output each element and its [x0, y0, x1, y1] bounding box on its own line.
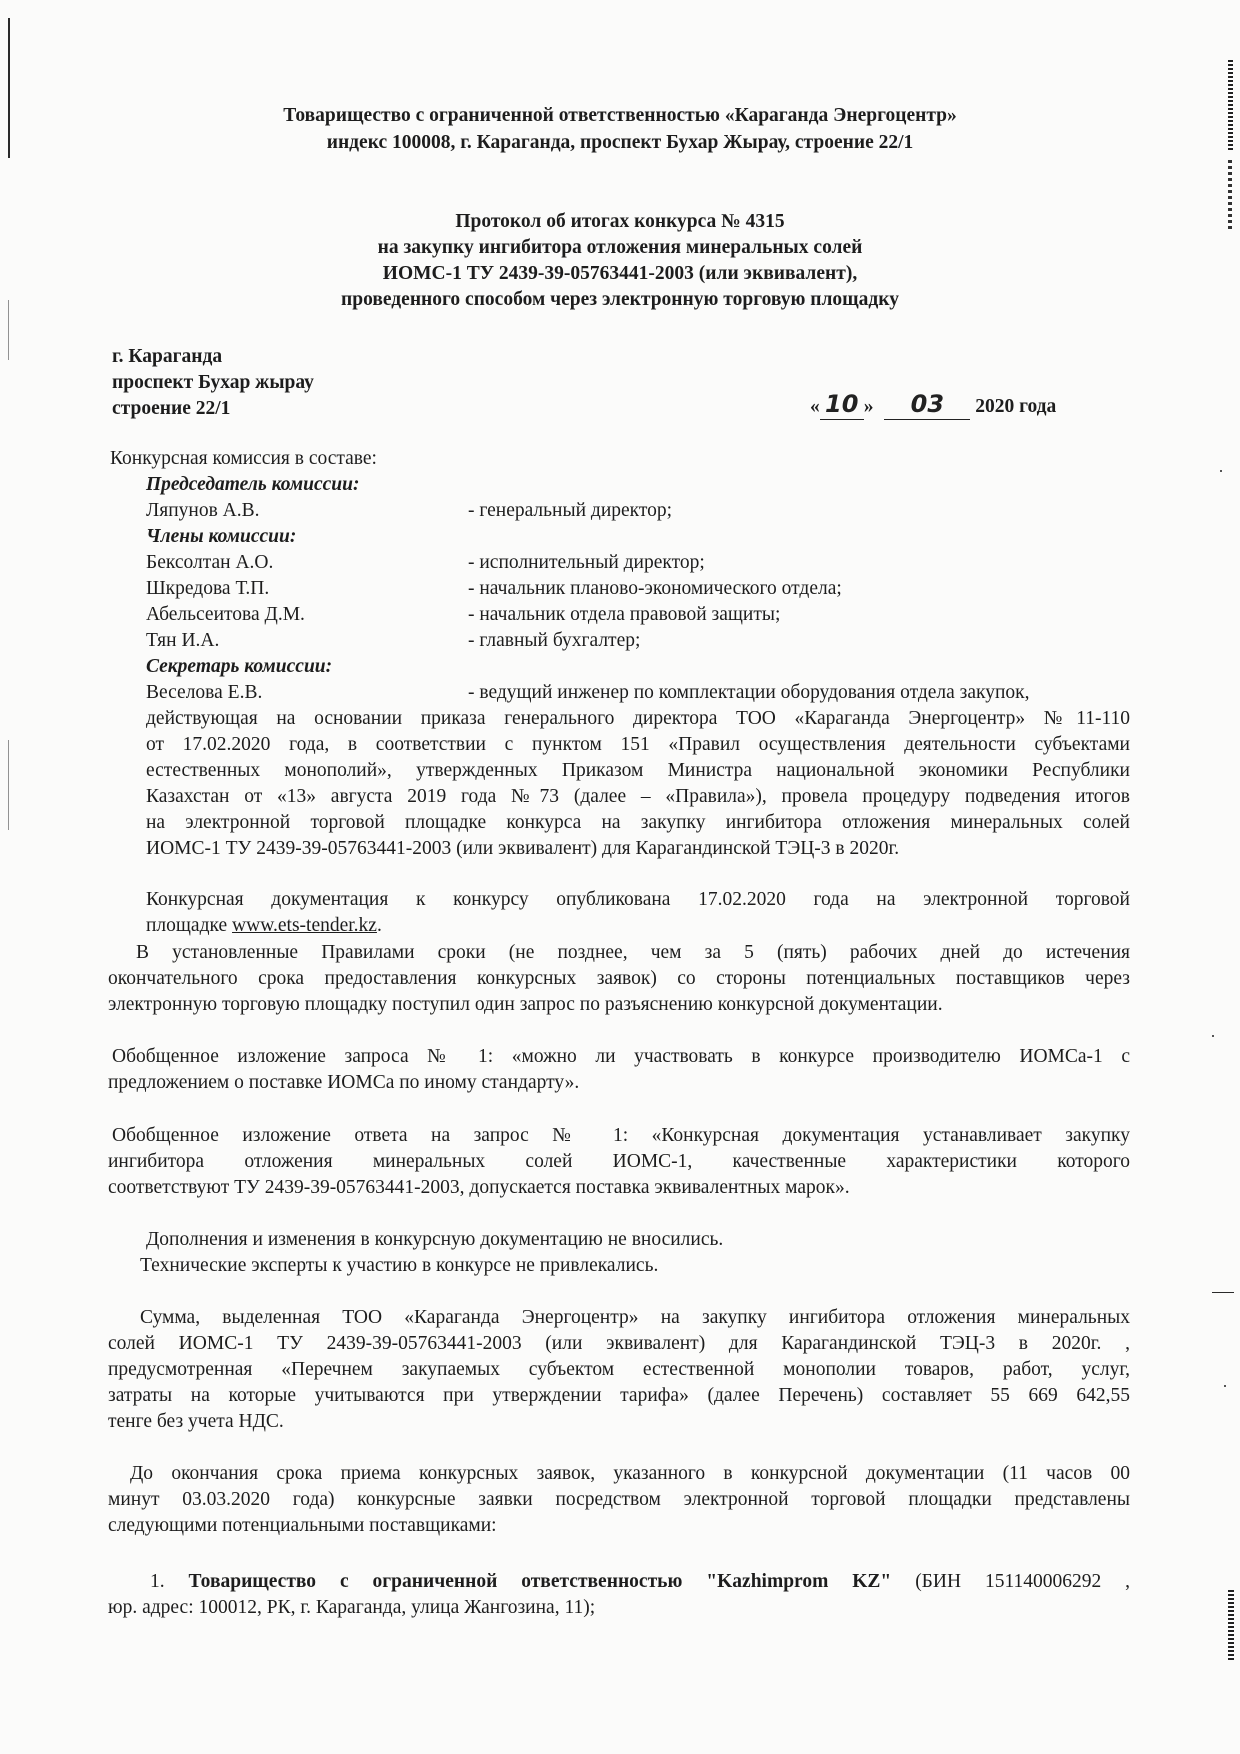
members-heading: Члены комиссии:: [146, 526, 297, 547]
member-name: Бексолтан А.О.: [146, 552, 274, 573]
protocol-title: Протокол об итогах конкурса № 4315: [455, 211, 785, 232]
member-name: Шкредова Т.П.: [146, 578, 270, 599]
para4-line: Обобщенное изложение запроса № 1: «можно ли участвовать в конкурсе производителю ИОМСа-1 с: [112, 1046, 1130, 1067]
para8-line: До окончания срока приема конкурсных заявок, указанного в конкурсной документации (11 часов 00: [130, 1463, 1130, 1484]
supplier-address: юр. адрес: 100012, РК, г. Караганда, улица Жангозина, 11);: [108, 1597, 596, 1618]
scan-edge-mark: [1212, 1292, 1234, 1293]
para7-line: Сумма, выделенная ТОО «Караганда Энергоцентр» на закупку ингибитора отложения минеральных: [140, 1307, 1130, 1328]
para4-line: предложением о поставке ИОМСа по иному стандарту».: [108, 1072, 580, 1093]
para7-line: затраты на которые учитываются при утверждении тарифа» (далее Перечень) составляет 55 669 642,55: [108, 1385, 1130, 1406]
date-close-quote: »: [863, 396, 874, 417]
member-role: - исполнительный директор;: [468, 552, 705, 573]
para1-line: на электронной торговой площадке конкурса на закупку ингибитора отложения минеральных солей: [146, 812, 1130, 833]
scan-speck: [1212, 1035, 1214, 1037]
para8-line: следующими потенциальными поставщиками:: [108, 1515, 497, 1536]
para5-line: соответствуют ТУ 2439-39-05763441-2003, допускается поставка эквивалентных марок».: [108, 1177, 850, 1198]
ets-tender-link[interactable]: www.ets-tender.kz: [232, 915, 377, 936]
protocol-spec: ИОМС-1 ТУ 2439-39-05763441-2003 (или эквивалент),: [382, 263, 858, 284]
para3-line: окончательного срока предоставления конкурсных заявок) со стороны потенциальных поставщиков через: [108, 968, 1130, 989]
header-org-address: индекс 100008, г. Караганда, проспект Бухар Жырау, строение 22/1: [326, 132, 914, 153]
secretary-heading: Секретарь комиссии:: [146, 656, 333, 677]
para3-line: В установленные Правилами сроки (не позднее, чем за 5 (пять) рабочих дней до истечения: [136, 942, 1130, 963]
para7-line: предусмотренная «Перечнем закупаемых субъектом естественной монополии товаров, работ, услуг,: [108, 1359, 1130, 1380]
scan-edge-mark: [8, 740, 9, 830]
chair-name: Ляпунов А.В.: [146, 500, 260, 521]
date-day: 10: [825, 390, 859, 418]
supplier-bin: (БИН 151140006292 ,: [915, 1571, 1131, 1592]
para6-line: Технические эксперты к участию в конкурсе не привлекались.: [140, 1255, 659, 1276]
secretary-role: - ведущий инженер по комплектации оборудования отдела закупок,: [468, 682, 1030, 703]
place-city: г. Караганда: [112, 346, 223, 367]
para1-line: Казахстан от «13» августа 2019 года №73 (далее – «Правила»), провела процедуру подведения итогов: [146, 786, 1130, 807]
supplier-name: "Kazhimprom KZ": [706, 1571, 892, 1592]
protocol-date: [810, 392, 1056, 420]
place-street: проспект Бухар жырау: [112, 372, 314, 393]
supplier-number: 1.: [150, 1571, 165, 1592]
para6-line: Дополнения и изменения в конкурсную документацию не вносились.: [146, 1229, 724, 1250]
para7-line: солей ИОМС-1 ТУ 2439-39-05763441-2003 (или эквивалент) для Карагандинской ТЭЦ-3 в 2020г. ,: [108, 1333, 1130, 1354]
para1-line: действующая на основании приказа генерального директора ТОО «Караганда Энергоцентр» №11-110: [146, 708, 1130, 729]
para3-line: электронную торговую площадку поступил один запрос по разъяснению конкурсной документации.: [108, 994, 943, 1015]
scan-edge-barcode: [1228, 1590, 1234, 1660]
para2-suffix: .: [376, 915, 382, 936]
para8-line: минут 03.03.2020 года) конкурсные заявки посредством электронной торговой площадки представлены: [108, 1489, 1130, 1510]
para2-line: Конкурсная документация к конкурсу опубликована 17.02.2020 года на электронной торговой: [146, 889, 1130, 910]
para1-line: от 17.02.2020 года, в соответствии с пунктом 151 «Правил осуществления деятельности субъектами: [146, 734, 1130, 755]
member-name: Абельсеитова Д.М.: [146, 604, 305, 625]
supplier-org-form: Товарищество с ограниченной ответственностью: [188, 1571, 683, 1592]
protocol-subject: на закупку ингибитора отложения минеральных солей: [377, 237, 863, 258]
scan-speck: [1224, 1385, 1226, 1387]
place-building: строение 22/1: [112, 398, 231, 419]
date-open-quote: «: [810, 396, 820, 417]
header-org-name: Товарищество с ограниченной ответственностью «Караганда Энергоцентр»: [283, 105, 957, 126]
date-year: 2020 года: [975, 396, 1057, 417]
secretary-name: Веселова Е.В.: [146, 682, 263, 703]
member-name: Тян И.А.: [146, 630, 220, 651]
member-role: - главный бухгалтер;: [468, 630, 641, 651]
chair-role: - генеральный директор;: [468, 500, 673, 521]
para1-line: естественных монополий», утвержденных Приказом Министра национальной экономики Республики: [146, 760, 1130, 781]
para2-prefix: площадке: [146, 915, 233, 936]
commission-intro: Конкурсная комиссия в составе:: [110, 448, 377, 469]
member-role: - начальник отдела правовой защиты;: [468, 604, 781, 625]
supplier-1: [150, 1570, 1130, 1594]
para5-line: ингибитора отложения минеральных солей ИОМС-1, качественные характеристики которого: [108, 1151, 1130, 1172]
para2-line: [146, 914, 382, 938]
protocol-method: проведенного способом через электронную торговую площадку: [341, 289, 899, 310]
member-role: - начальник планово-экономического отдела;: [468, 578, 842, 599]
para7-line: тенге без учета НДС.: [108, 1411, 284, 1432]
chair-heading: Председатель комиссии:: [146, 474, 360, 495]
para5-line: Обобщенное изложение ответа на запрос № 1: «Конкурсная документация устанавливает закупку: [112, 1125, 1130, 1146]
scan-speck: [1220, 470, 1222, 472]
date-month: 03: [910, 390, 945, 418]
para1-line: ИОМС-1 ТУ 2439-39-05763441-2003 (или эквивалент) для Карагандинской ТЭЦ-3 в 2020г.: [146, 838, 900, 859]
